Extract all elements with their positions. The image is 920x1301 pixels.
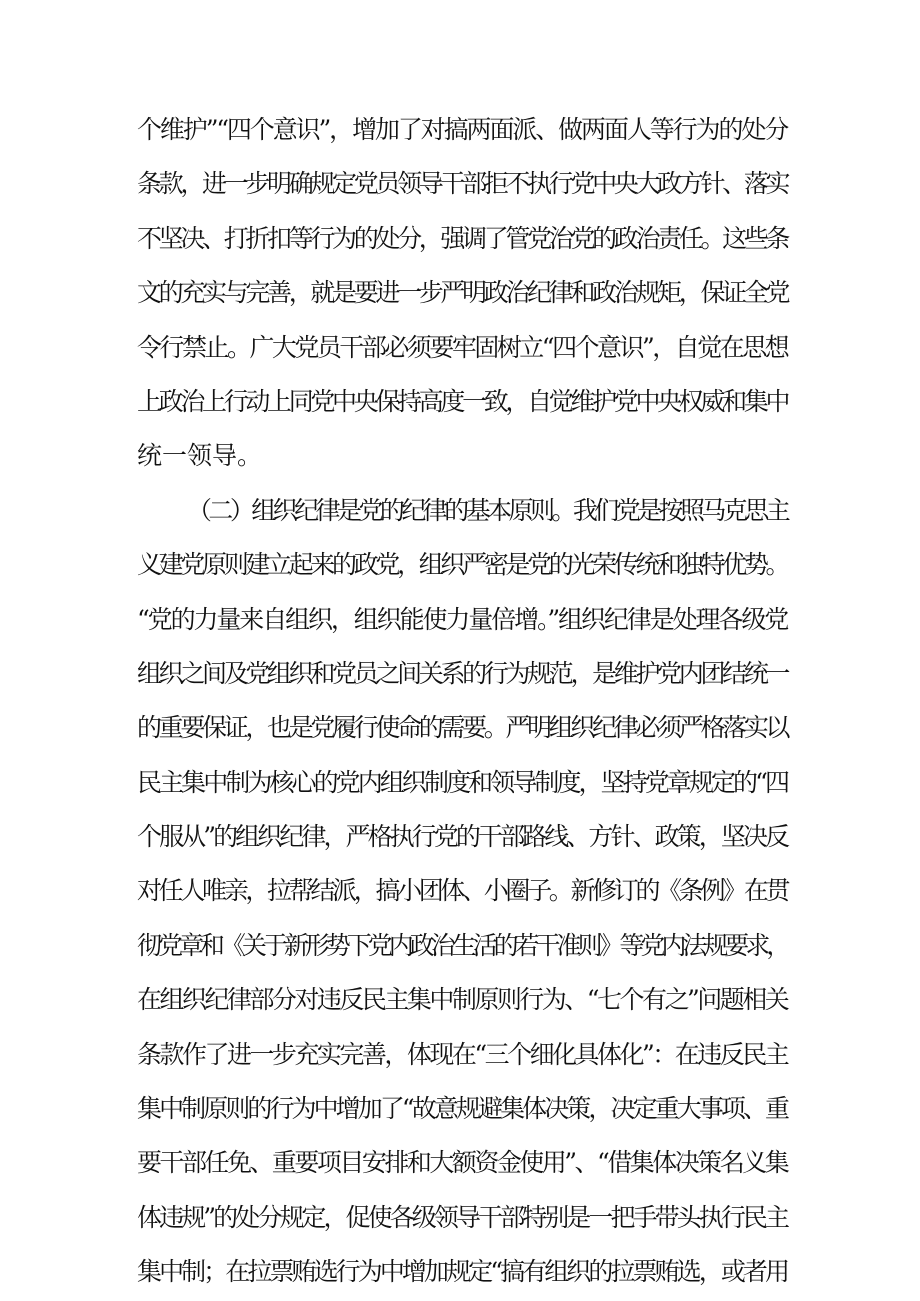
text-line: 的重要保证，也是党履行使命的需要。严明组织纪律必须严格落实以 [137, 713, 787, 743]
text-line: 上政治上行动上同党中央保持高度一致，自觉维护党中央权威和集中 [137, 386, 787, 416]
text-line: 不坚决、打折扣等行为的处分，强调了管党治党的政治责任。这些条 [137, 223, 787, 253]
text-line: 在组织纪律部分对违反民主集中制原则行为、“七个有之”问题相关 [137, 985, 787, 1015]
document-body-text [137, 103, 787, 1300]
text-line: 集中制原则的行为中增加了“故意规避集体决策，决定重大事项、重 [137, 1094, 787, 1124]
text-line: 集中制；在拉票贿选行为中增加规定“搞有组织的拉票贿选，或者用 [137, 1257, 787, 1287]
text-line: 令行禁止。广大党员干部必须要牢固树立“四个意识”，自觉在思想 [137, 332, 787, 362]
text-line: 要干部任免、重要项目安排和大额资金使用”、“借集体决策名义集 [137, 1148, 787, 1178]
text-line: 彻党章和《关于新形势下党内政治生活的若干准则》等党内法规要求， [137, 930, 787, 960]
text-line: 体违规”的处分规定，促使各级领导干部特别是一把手带头执行民主 [137, 1202, 787, 1232]
text-line: 民主集中制为核心的党内组织制度和领导制度，坚持党章规定的“四 [137, 767, 787, 797]
text-line: 组织之间及党组织和党员之间关系的行为规范，是维护党内团结统一 [137, 658, 787, 688]
text-line: （二）组织纪律是党的纪律的基本原则。我们党是按照马克思主 [187, 495, 787, 525]
text-line: 对任人唯亲，拉帮结派，搞小团体、小圈子。新修订的《条例》在贯 [137, 876, 787, 906]
text-line: “党的力量来自组织，组织能使力量倍增。”组织纪律是处理各级党 [137, 604, 787, 634]
text-line: 义建党原则建立起来的政党，组织严密是党的光荣传统和独特优势。 [137, 550, 787, 580]
text-line: 个维护”“四个意识”，增加了对搞两面派、做两面人等行为的处分 [137, 115, 787, 144]
text-line: 文的充实与完善，就是要进一步严明政治纪律和政治规矩，保证全党 [137, 278, 787, 308]
text-line: 个服从”的组织纪律，严格执行党的干部路线、方针、政策，坚决反 [137, 822, 787, 852]
text-line: 条款作了进一步充实完善，体现在“三个细化具体化”：在违反民主 [137, 1039, 787, 1069]
text-line: 统一领导。 [137, 441, 263, 471]
text-line: 条款，进一步明确规定党员领导干部拒不执行党中央大政方针、落实 [137, 169, 787, 199]
